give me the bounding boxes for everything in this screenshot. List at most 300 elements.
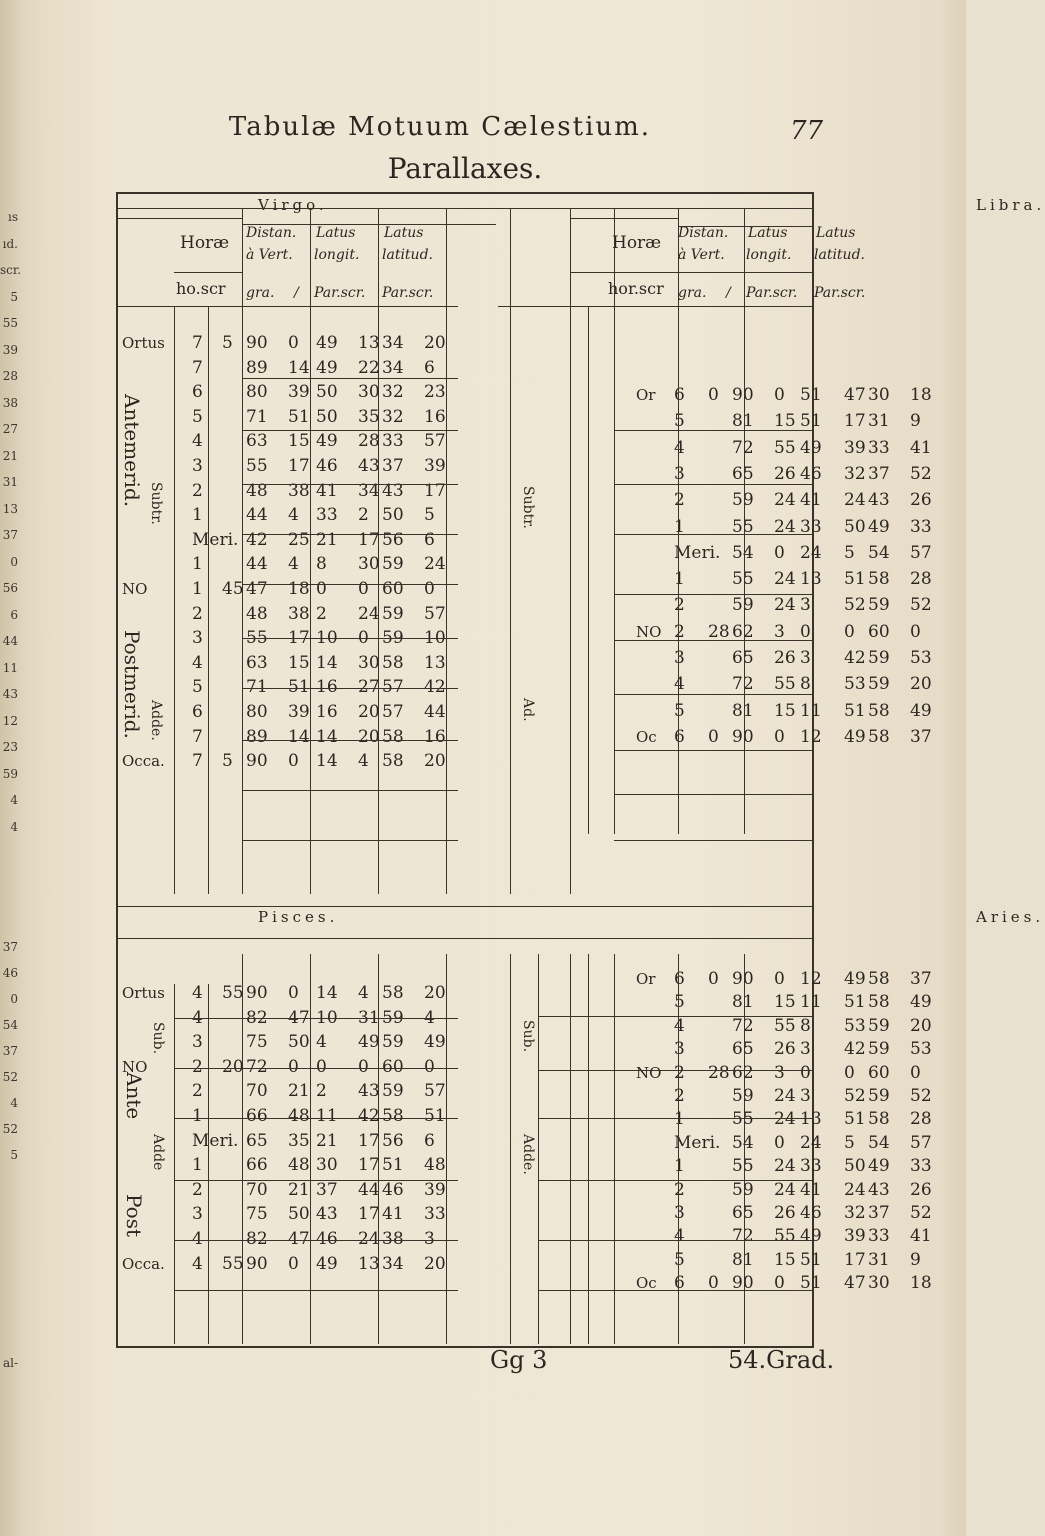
cell-hour: 2 xyxy=(192,1056,203,1077)
cell-hour: 5 xyxy=(674,411,685,432)
cell-dist-min: 0 xyxy=(774,969,785,989)
cell-lat-par: 38 xyxy=(382,1229,404,1249)
margin-fragment: 44 xyxy=(2,634,18,648)
cell-hour: 3 xyxy=(674,648,685,668)
cell-hour: Meri. xyxy=(192,529,239,550)
cell-lat-scr: 0 xyxy=(424,1056,435,1077)
cell-hour: 6 xyxy=(674,726,685,747)
cell-lat-par: 60 xyxy=(868,621,890,642)
cell-dist-deg: 54 xyxy=(732,1132,754,1153)
cell-dist-deg: 90 xyxy=(732,726,754,747)
margin-fragment: 5 xyxy=(10,1148,18,1162)
cell-dist-deg: 65 xyxy=(246,1130,268,1151)
cell-hour: 3 xyxy=(192,456,203,476)
cell-lat-par: 58 xyxy=(382,983,404,1003)
cell-dist-deg: 55 xyxy=(732,516,754,537)
cell-long-par: 49 xyxy=(800,437,822,458)
cell-long-par: 49 xyxy=(316,357,338,378)
cell-dist-min: 21 xyxy=(288,1179,310,1200)
margin-fragment: 0 xyxy=(10,554,18,569)
label-adde-aries: Adde. xyxy=(520,1134,536,1175)
row-rule xyxy=(614,272,678,273)
header-rule xyxy=(242,224,496,225)
cell-dist-deg: 90 xyxy=(732,1273,754,1294)
row-rule xyxy=(614,794,812,795)
cell-dist-min: 15 xyxy=(774,411,796,432)
label-ante: Ante xyxy=(122,1072,146,1120)
cell-long-scr: 0 xyxy=(358,1056,369,1077)
cell-lat-par: 31 xyxy=(868,411,890,432)
cell-hour: 2 xyxy=(674,595,685,616)
column-rule xyxy=(310,954,311,1344)
label-postmerid: Postmerid. xyxy=(120,630,144,739)
cell-long-par: 12 xyxy=(800,969,822,989)
margin-fragment: 37 xyxy=(2,528,18,542)
cell-long-par: 16 xyxy=(316,702,338,722)
cell-long-scr: 49 xyxy=(358,1032,380,1053)
cell-long-par: 16 xyxy=(316,677,338,698)
cell-dist-deg: 81 xyxy=(732,700,754,721)
cell-hour: 1 xyxy=(192,554,203,575)
cell-dist-min: 26 xyxy=(774,648,796,668)
cell-hour: 2 xyxy=(674,621,685,642)
label-antemerid: Antemerid. xyxy=(120,394,144,508)
zodiac-sign-heading: Pisces. xyxy=(258,908,339,926)
cell-hour: 4 xyxy=(192,1229,203,1249)
col-header-latitud: latitud. xyxy=(382,247,433,263)
cell-lat-par: 33 xyxy=(382,431,404,452)
row-rule xyxy=(174,272,242,273)
row-rule xyxy=(118,218,174,219)
cell-hour-min: 0 xyxy=(708,969,719,989)
cell-lat-scr: 41 xyxy=(910,437,932,458)
cell-dist-deg: 66 xyxy=(246,1106,268,1126)
cell-lat-scr: 9 xyxy=(910,411,921,432)
cell-long-par: 51 xyxy=(800,1249,822,1270)
cell-lat-scr: 20 xyxy=(424,1253,446,1274)
cell-dist-min: 50 xyxy=(288,1032,310,1053)
cell-lat-par: 59 xyxy=(382,1032,404,1053)
cell-long-scr: 50 xyxy=(844,516,866,537)
cell-lat-scr: 0 xyxy=(910,621,921,642)
column-rule xyxy=(570,954,571,1344)
cell-long-par: 41 xyxy=(316,480,338,501)
cell-dist-deg: 59 xyxy=(732,1086,754,1106)
cell-long-par: 33 xyxy=(800,516,822,537)
cell-hour: 1 xyxy=(674,1109,685,1130)
cell-dist-min: 24 xyxy=(774,1109,796,1130)
col-header-horae: Horæ xyxy=(612,233,662,253)
page-number: 77 xyxy=(790,116,824,146)
col-header-par-scr-long: Par.scr. xyxy=(746,285,798,301)
cell-dist-deg: 89 xyxy=(246,726,268,747)
cell-dist-min: 4 xyxy=(288,505,299,526)
cell-hour: 1 xyxy=(192,505,203,526)
row-rule xyxy=(538,1180,812,1181)
margin-fragment: 4 xyxy=(10,793,18,807)
cell-lat-par: 37 xyxy=(382,456,404,476)
cell-lat-par: 56 xyxy=(382,529,404,550)
cell-lat-par: 54 xyxy=(868,1132,890,1153)
cell-lat-par: 43 xyxy=(868,490,890,511)
cell-long-scr: 47 xyxy=(844,1273,866,1294)
cell-dist-min: 14 xyxy=(288,726,310,747)
cell-row-label: NO xyxy=(636,622,662,641)
cell-lat-scr: 16 xyxy=(424,726,446,747)
cell-lat-par: 49 xyxy=(868,1156,890,1177)
cell-hour: 4 xyxy=(192,652,203,673)
margin-fragment: 0 xyxy=(10,992,18,1006)
cell-dist-min: 0 xyxy=(288,333,299,353)
margin-fragment: 39 xyxy=(2,342,18,357)
col-header-hours-scr: ho.scr xyxy=(176,279,226,298)
cell-dist-min: 17 xyxy=(288,628,310,649)
cell-hour: 2 xyxy=(192,1081,203,1102)
label-adde: Adde. xyxy=(148,700,164,741)
cell-long-scr: 31 xyxy=(358,1007,380,1028)
cell-long-scr: 22 xyxy=(358,357,380,378)
cell-lat-scr: 33 xyxy=(910,1156,932,1177)
cell-dist-min: 55 xyxy=(774,674,796,695)
cell-long-scr: 4 xyxy=(358,751,369,772)
row-rule xyxy=(242,688,458,689)
cell-dist-min: 0 xyxy=(288,1056,299,1077)
col-header-gra: gra. xyxy=(246,285,275,301)
cell-dist-min: 47 xyxy=(288,1229,310,1249)
cell-dist-deg: 44 xyxy=(246,554,268,575)
cell-long-scr: 17 xyxy=(358,1155,380,1176)
cell-dist-deg: 71 xyxy=(246,677,268,698)
cell-long-par: 43 xyxy=(316,1204,338,1225)
cell-long-scr: 53 xyxy=(844,1015,866,1036)
margin-fragment: scr. xyxy=(0,263,22,277)
column-rule xyxy=(510,208,511,894)
cell-long-par: 8 xyxy=(800,674,811,695)
cell-hour-min: 5 xyxy=(222,333,233,353)
cell-lat-scr: 33 xyxy=(424,1204,446,1225)
sign-rule xyxy=(118,208,812,209)
col-header-par-scr-lat: Par.scr. xyxy=(382,285,434,301)
cell-hour: 7 xyxy=(192,751,203,772)
margin-fragment: 55 xyxy=(2,316,18,330)
cell-long-scr: 2 xyxy=(358,505,369,526)
cell-lat-scr: 6 xyxy=(424,529,435,550)
cell-long-par: 13 xyxy=(800,569,822,590)
row-rule xyxy=(242,638,458,639)
cell-long-scr: 42 xyxy=(358,1106,380,1126)
cell-dist-deg: 54 xyxy=(732,542,754,563)
column-rule xyxy=(378,954,379,1344)
margin-fragment: 28 xyxy=(2,369,18,383)
cell-long-par: 46 xyxy=(800,463,822,484)
cell-dist-min: 24 xyxy=(774,1156,796,1177)
cell-long-scr: 17 xyxy=(844,411,866,432)
cell-lat-scr: 3 xyxy=(424,1229,435,1249)
row-rule xyxy=(614,534,812,535)
cell-dist-min: 15 xyxy=(774,700,796,721)
cell-hour: 5 xyxy=(674,700,685,721)
cell-dist-deg: 59 xyxy=(732,490,754,511)
cell-long-par: 0 xyxy=(800,621,811,642)
cell-hour: 4 xyxy=(192,1253,203,1274)
cell-lat-scr: 52 xyxy=(910,595,932,616)
cell-long-scr: 47 xyxy=(844,385,866,405)
cell-long-par: 50 xyxy=(316,382,338,403)
cell-long-scr: 27 xyxy=(358,677,380,698)
cell-hour: 5 xyxy=(674,992,685,1013)
cell-lat-par: 58 xyxy=(868,1109,890,1130)
row-rule xyxy=(174,218,242,219)
cell-dist-min: 26 xyxy=(774,1203,796,1223)
cell-lat-par: 58 xyxy=(382,1106,404,1126)
cell-long-par: 51 xyxy=(800,1273,822,1294)
cell-hour-min: 0 xyxy=(708,1273,719,1294)
cell-long-scr: 17 xyxy=(844,1249,866,1270)
cell-dist-min: 0 xyxy=(774,1273,785,1294)
column-rule xyxy=(242,208,243,894)
cell-dist-min: 3 xyxy=(774,621,785,642)
cell-dist-deg: 81 xyxy=(732,1249,754,1270)
cell-dist-deg: 48 xyxy=(246,480,268,501)
row-rule xyxy=(538,1290,812,1291)
cell-dist-deg: 80 xyxy=(246,382,268,403)
col-header-a-vert: à Vert. xyxy=(246,247,293,263)
cell-dist-min: 48 xyxy=(288,1155,310,1176)
cell-lat-scr: 28 xyxy=(910,569,932,590)
cell-dist-min: 24 xyxy=(774,569,796,590)
cell-lat-scr: 18 xyxy=(910,385,932,405)
margin-fragment: 54 xyxy=(2,1018,18,1032)
cell-lat-par: 31 xyxy=(868,1249,890,1270)
row-rule xyxy=(614,840,812,841)
cell-long-par: 21 xyxy=(316,1130,338,1151)
cell-hour: 2 xyxy=(674,1179,685,1200)
cell-dist-min: 51 xyxy=(288,677,310,698)
cell-hour: Meri. xyxy=(674,1132,721,1153)
row-rule xyxy=(678,272,812,273)
cell-long-scr: 5 xyxy=(844,542,855,563)
zodiac-sign-heading: Aries. xyxy=(976,908,1045,926)
column-rule xyxy=(510,954,511,1344)
cell-hour: 3 xyxy=(192,628,203,649)
label-sub-pisces: Sub. xyxy=(150,1022,166,1055)
cell-long-scr: 0 xyxy=(358,628,369,649)
cell-long-par: 49 xyxy=(316,333,338,353)
cell-dist-min: 24 xyxy=(774,1179,796,1200)
cell-hour-min: 20 xyxy=(222,1056,244,1077)
cell-lat-scr: 39 xyxy=(424,1179,446,1200)
row-rule xyxy=(174,1118,458,1119)
cell-dist-deg: 42 xyxy=(246,529,268,550)
cell-hour-min: 28 xyxy=(708,1062,730,1083)
cell-lat-scr: 52 xyxy=(910,1086,932,1106)
cell-long-scr: 24 xyxy=(844,1179,866,1200)
row-rule xyxy=(174,1180,458,1181)
cell-dist-deg: 72 xyxy=(732,1226,754,1247)
cell-dist-min: 0 xyxy=(774,542,785,563)
col-header-longit: longit. xyxy=(314,247,360,263)
cell-long-scr: 49 xyxy=(844,726,866,747)
cell-long-par: 3 xyxy=(800,1039,811,1060)
margin-fragment: 4 xyxy=(10,1096,18,1110)
cell-hour: 5 xyxy=(192,406,203,427)
row-rule xyxy=(614,640,812,641)
cell-lat-par: 59 xyxy=(868,648,890,668)
cell-hour: 4 xyxy=(674,1015,685,1036)
cell-dist-min: 21 xyxy=(288,1081,310,1102)
margin-fragment: 11 xyxy=(2,660,18,675)
cell-dist-deg: 59 xyxy=(732,595,754,616)
cell-lat-scr: 37 xyxy=(910,969,932,989)
column-rule xyxy=(588,306,589,834)
cell-lat-par: 59 xyxy=(868,1039,890,1060)
cell-lat-par: 58 xyxy=(868,700,890,721)
cell-dist-min: 38 xyxy=(288,603,310,624)
cell-long-scr: 44 xyxy=(358,1179,380,1200)
cell-long-scr: 0 xyxy=(358,579,369,599)
margin-fragment: 6 xyxy=(10,607,18,622)
cell-long-scr: 42 xyxy=(844,648,866,668)
col-header-latus-2: Latus xyxy=(816,225,856,241)
cell-long-scr: 24 xyxy=(358,1229,380,1249)
cell-hour: 4 xyxy=(674,437,685,458)
cell-lat-scr: 53 xyxy=(910,1039,932,1060)
cell-long-par: 2 xyxy=(316,603,327,624)
cell-lat-par: 59 xyxy=(868,674,890,695)
cell-dist-min: 14 xyxy=(288,357,310,378)
cell-dist-deg: 65 xyxy=(732,463,754,484)
cell-long-scr: 13 xyxy=(358,333,380,353)
cell-hour: Meri. xyxy=(192,1130,239,1151)
cell-lat-scr: 5 xyxy=(424,505,435,526)
cell-long-scr: 5 xyxy=(844,1132,855,1153)
column-rule xyxy=(678,208,679,834)
row-rule xyxy=(614,430,812,431)
cell-dist-deg: 65 xyxy=(732,1039,754,1060)
cell-dist-deg: 63 xyxy=(246,431,268,452)
cell-lat-par: 58 xyxy=(382,751,404,772)
cell-dist-deg: 72 xyxy=(732,437,754,458)
cell-long-par: 50 xyxy=(316,406,338,427)
cell-dist-min: 15 xyxy=(774,1249,796,1270)
cell-lat-scr: 0 xyxy=(910,1062,921,1083)
cell-long-scr: 51 xyxy=(844,569,866,590)
cell-lat-par: 30 xyxy=(868,385,890,405)
row-rule xyxy=(174,1240,458,1241)
margin-fragment: 56 xyxy=(2,581,18,595)
column-rule xyxy=(744,208,745,834)
cell-dist-deg: 66 xyxy=(246,1155,268,1176)
row-rule xyxy=(242,840,458,841)
margin-fragment: 46 xyxy=(2,966,18,980)
cell-lat-par: 54 xyxy=(868,542,890,563)
cell-lat-scr: 51 xyxy=(424,1106,446,1126)
cell-long-par: 14 xyxy=(316,726,338,747)
cell-row-label: NO xyxy=(122,580,148,598)
cell-long-par: 0 xyxy=(800,1062,811,1083)
col-header-gra: gra. xyxy=(678,285,707,301)
cell-dist-deg: 70 xyxy=(246,1179,268,1200)
margin-fragment: 38 xyxy=(2,395,18,410)
cell-lat-scr: 57 xyxy=(424,431,446,452)
cell-lat-par: 34 xyxy=(382,1253,404,1274)
header-rule xyxy=(498,306,812,307)
cell-dist-min: 0 xyxy=(774,1132,785,1153)
cell-dist-min: 24 xyxy=(774,516,796,537)
cell-lat-par: 49 xyxy=(868,516,890,537)
cell-hour: 3 xyxy=(674,1203,685,1223)
label-post: Post xyxy=(122,1194,146,1237)
parallax-table-frame xyxy=(116,192,1045,1348)
cell-long-par: 33 xyxy=(800,1156,822,1177)
col-header-longit: longit. xyxy=(746,247,792,263)
cell-long-par: 14 xyxy=(316,751,338,772)
zodiac-sign-heading: Libra. xyxy=(976,196,1045,214)
cell-dist-min: 15 xyxy=(774,992,796,1013)
column-rule xyxy=(446,954,447,1344)
cell-hour: 3 xyxy=(674,463,685,484)
cell-long-scr: 24 xyxy=(358,603,380,624)
cell-long-par: 24 xyxy=(800,542,822,563)
cell-long-par: 11 xyxy=(800,992,822,1013)
row-rule xyxy=(678,226,812,227)
sign-rule xyxy=(118,938,812,939)
margin-fragment: al- xyxy=(2,1356,18,1370)
label-subtr-libra: Subtr. xyxy=(520,486,536,529)
cell-hour-min: 28 xyxy=(708,621,730,642)
cell-lat-scr: 41 xyxy=(910,1226,932,1247)
cell-lat-scr: 13 xyxy=(424,652,446,673)
cell-row-label: NO xyxy=(122,1057,148,1076)
cell-lat-scr: 9 xyxy=(910,1249,921,1270)
column-rule xyxy=(378,208,379,894)
cell-lat-par: 59 xyxy=(382,1081,404,1102)
column-rule xyxy=(744,954,745,1344)
cell-dist-deg: 55 xyxy=(732,1109,754,1130)
cell-dist-deg: 62 xyxy=(732,1062,754,1083)
row-rule xyxy=(242,790,458,791)
cell-long-scr: 20 xyxy=(358,702,380,722)
cell-lat-par: 51 xyxy=(382,1155,404,1176)
margin-fragment: 31 xyxy=(2,475,18,489)
cell-dist-deg: 63 xyxy=(246,652,268,673)
cell-dist-deg: 55 xyxy=(732,1156,754,1177)
cell-long-par: 49 xyxy=(800,1226,822,1247)
cell-hour: 5 xyxy=(674,1249,685,1270)
cell-lat-scr: 33 xyxy=(910,516,932,537)
cell-lat-scr: 49 xyxy=(910,700,932,721)
col-header-par-scr-lat: Par.scr. xyxy=(814,285,866,301)
cell-long-scr: 39 xyxy=(844,1226,866,1247)
cell-dist-deg: 82 xyxy=(246,1007,268,1028)
cell-row-label: Ortus xyxy=(122,334,165,352)
cell-long-par: 41 xyxy=(800,1179,822,1200)
signature-mark: Gg 3 xyxy=(490,1346,548,1374)
cell-lat-par: 32 xyxy=(382,406,404,427)
cell-lat-par: 59 xyxy=(868,595,890,616)
column-rule xyxy=(614,208,615,834)
cell-lat-scr: 0 xyxy=(424,579,435,599)
cell-long-scr: 30 xyxy=(358,554,380,575)
cell-long-par: 3 xyxy=(800,648,811,668)
cell-row-label: Or xyxy=(636,386,656,404)
cell-dist-deg: 82 xyxy=(246,1229,268,1249)
col-header-scr-min: / xyxy=(294,285,299,301)
cell-long-scr: 51 xyxy=(844,700,866,721)
cell-dist-deg: 59 xyxy=(732,1179,754,1200)
cell-lat-par: 58 xyxy=(382,726,404,747)
cell-lat-par: 58 xyxy=(868,726,890,747)
